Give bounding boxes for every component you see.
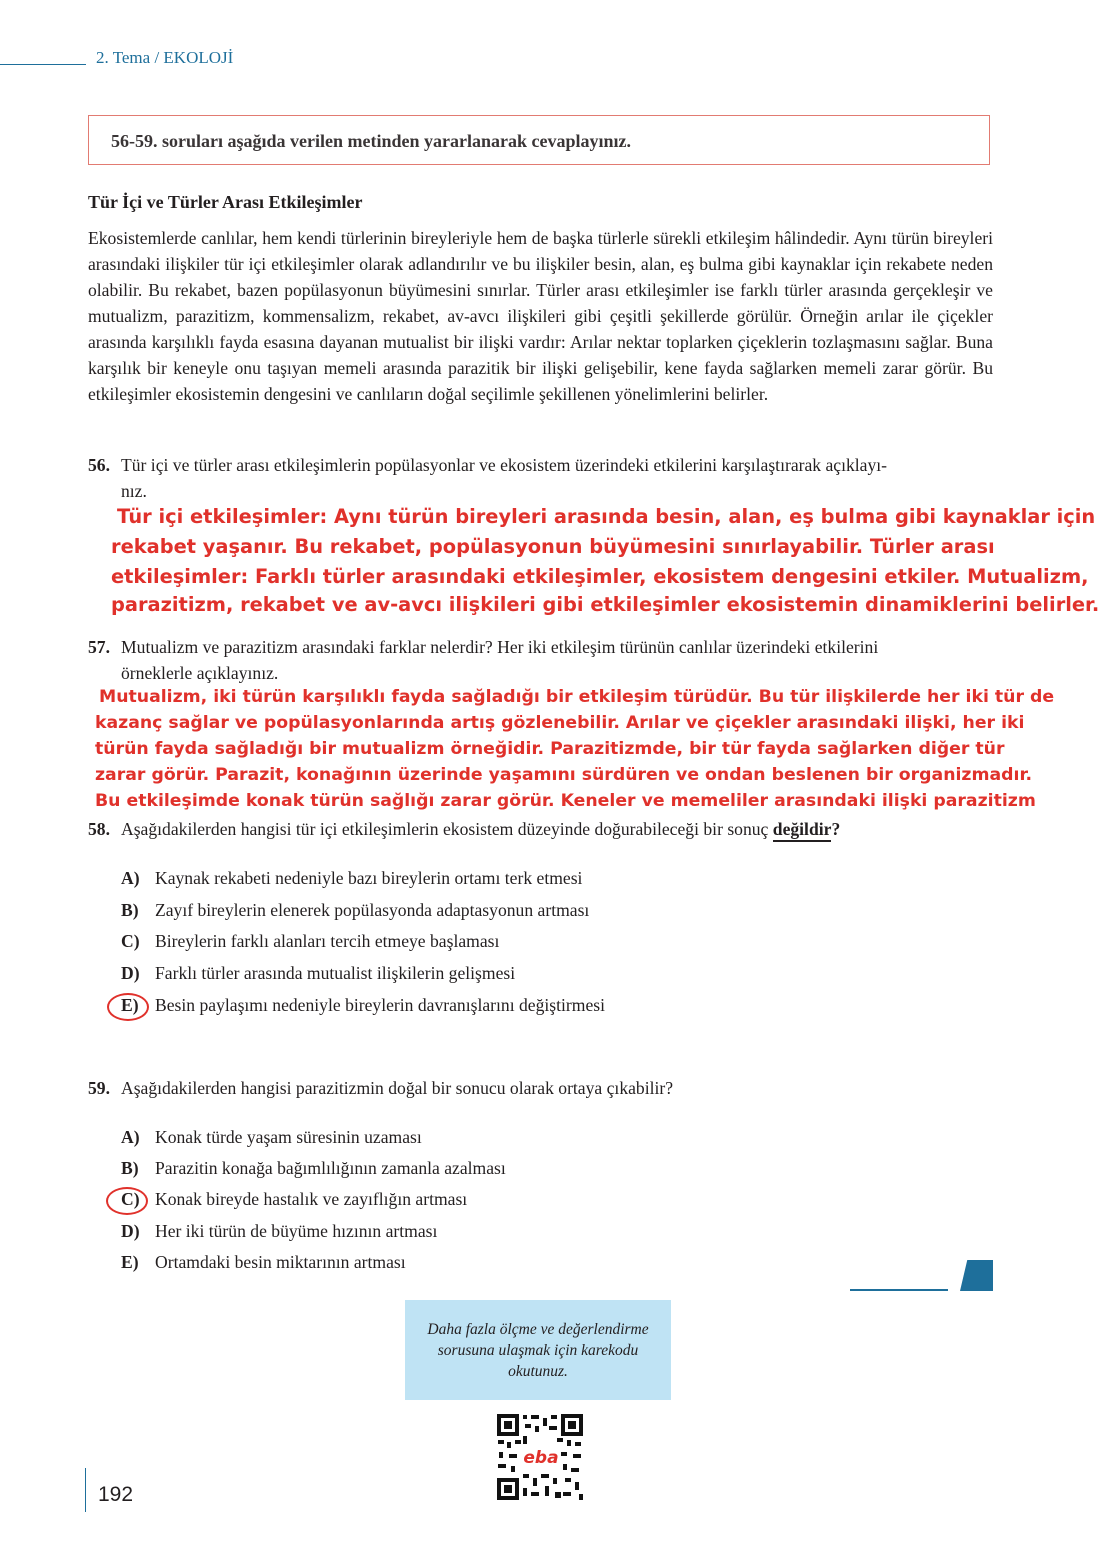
q59-option-e[interactable]: E) Ortamdaki besin miktarının artması [121, 1252, 406, 1272]
question-56-text: Tür içi ve türler arası etkileşimlerin popülasyonlar ve ekosistem üzerindeki etkilerini karşılaştırarak açıklayı- [121, 455, 888, 475]
page-marker-shape [960, 1260, 993, 1291]
instruction-text: 56-59. soruları aşağıda verilen metinden yararlanarak cevaplayınız. [111, 131, 631, 151]
page-number: 192 [98, 1483, 134, 1506]
answer-57-line: zarar görür. Parazit, konağının üzerinde yaşamını sürdüren ve ondan beslenen bir organizmadır. [95, 765, 1033, 785]
answer-56-line: Tür içi etkileşimler: Aynı türün bireyleri arasında besin, alan, eş bulma gibi kaynaklar için [117, 505, 1096, 528]
qr-code-icon[interactable] [495, 1412, 585, 1502]
question-58-number: 58. [88, 819, 110, 839]
question-59-text: Aşağıdakilerden hangisi parazitizmin doğal bir sonucu olarak ortaya çıkabilir? [121, 1078, 674, 1098]
section-paragraph: Ekosistemlerde canlılar, hem kendi türlerinin bireyleriyle hem de başka türlerle sürekli etkileşim hâlindedir. Aynı türün bireyleri arasındaki ilişkiler tür içi etkileşimler olarak adlandırılır ve bu ilişkiler besin, alan, eş bulma gibi kaynaklar için rekabete neden olabilir. Bu rekabet, bazen popülasyonun büyümesini sınırlar. Türler arası etkileşimler ise farklı türler arasında gerçekleşir ve mutualizm, parazitizm, kommensalizm, rekabet, av-avcı ilişkileri gibi çeşitli şekillerde görülür. Örneğin arılar ile çiçekler arasında karşılıklı fayda esasına dayanan mutualist bir ilişki vardır: Arılar nektar toplarken çiçeklerin tozlaşmasını sağlar. Buna karşılık bir keneyle onu taşıyan memeli arasında parazitik bir ilişki gelişebilir, kene fayda sağlarken memeli zarar görür. Bu etkileşimler ekosistemin dengesini ve canlıların doğal seçilimle şekillenen yönelimlerini belirler. [88, 228, 993, 404]
q58-option-c[interactable]: C) Bireylerin farklı alanları tercih etmeye başlaması [121, 931, 500, 951]
q58-option-a[interactable]: A) Kaynak rekabeti nedeniyle bazı bireylerin ortamı terk etmesi [121, 868, 583, 888]
question-58-emphasis: değildir [773, 819, 832, 842]
answer-57-line: Bu etkileşimde konak türün sağlığı zarar görür. Keneler ve memeliler arasındaki ilişki parazitizm [95, 791, 1036, 811]
question-56-text-cont: nız. [121, 481, 147, 501]
q59-option-b[interactable]: B) Parazitin konağa bağımlılığının zamanla azalması [121, 1158, 506, 1178]
q58-option-e[interactable]: E) Besin paylaşımı nedeniyle bireylerin davranışlarını değiştirmesi [121, 995, 605, 1015]
eba-logo: eba [523, 1448, 559, 1468]
answer-57-line: türün fayda sağladığı bir mutualizm örneğidir. Parazitizmde, bir tür fayda sağlarken diğer tür [95, 739, 1005, 759]
question-57-number: 57. [88, 637, 110, 657]
q59-answer-circle-mark [106, 1187, 148, 1215]
header-title: 2. Tema / EKOLOJİ [96, 48, 234, 67]
answer-56-line: rekabet yaşanır. Bu rekabet, popülasyonun büyümesini sınırlayabilir. Türler arası [111, 535, 995, 558]
question-57-text-cont: örneklerle açıklayınız. [121, 663, 279, 683]
question-59-number: 59. [88, 1078, 110, 1098]
q59-option-a[interactable]: A) Konak türde yaşam süresinin uzaması [121, 1127, 422, 1147]
q58-answer-circle-mark [107, 993, 149, 1021]
answer-57-line: kazanç sağlar ve popülasyonlarında artış gözlenebilir. Arılar ve çiçekler arasındaki ilişki, her iki [95, 713, 1025, 733]
q59-option-c[interactable]: C) Konak bireyde hastalık ve zayıflığın artması [121, 1189, 468, 1209]
q59-option-d[interactable]: D) Her iki türün de büyüme hızının artması [121, 1221, 438, 1241]
question-57-text: Mutualizm ve parazitizm arasındaki farklar nelerdir? Her iki etkileşim türünün canlılar üzerindeki etkilerini [121, 637, 879, 657]
q58-option-b[interactable]: B) Zayıf bireylerin elenerek popülasyonda adaptasyonun artması [121, 900, 590, 920]
answer-56-line: parazitizm, rekabet ve av-avcı ilişkileri gibi etkileşimler ekosistemin dinamiklerini belirler. [111, 593, 1100, 616]
qr-info-text: Daha fazla ölçme ve değerlendirme sorusuna ulaşmak için karekodu okutunuz. [427, 1320, 649, 1380]
page-number-rule [85, 1468, 86, 1512]
question-56-number: 56. [88, 455, 110, 475]
q58-option-d[interactable]: D) Farklı türler arasında mutualist ilişkilerin gelişmesi [121, 963, 516, 983]
qr-info-box [405, 1300, 671, 1400]
answer-56-line: etkileşimler: Farklı türler arasındaki etkileşimler, ekosistem dengesini etkiler. Mutualizm, [111, 565, 1089, 588]
page-marker-bar [850, 1289, 948, 1291]
answer-57-line: Mutualizm, iki türün karşılıklı fayda sağladığı bir etkileşim türüdür. Bu tür ilişkilerde her iki tür de [99, 687, 1055, 707]
section-title: Tür İçi ve Türler Arası Etkileşimler [88, 192, 363, 212]
question-58-text: Aşağıdakilerden hangisi tür içi etkileşimlerin ekosistem düzeyinde doğurabileceği bir sonuç değildir? [121, 819, 840, 840]
header-rule [0, 64, 86, 65]
